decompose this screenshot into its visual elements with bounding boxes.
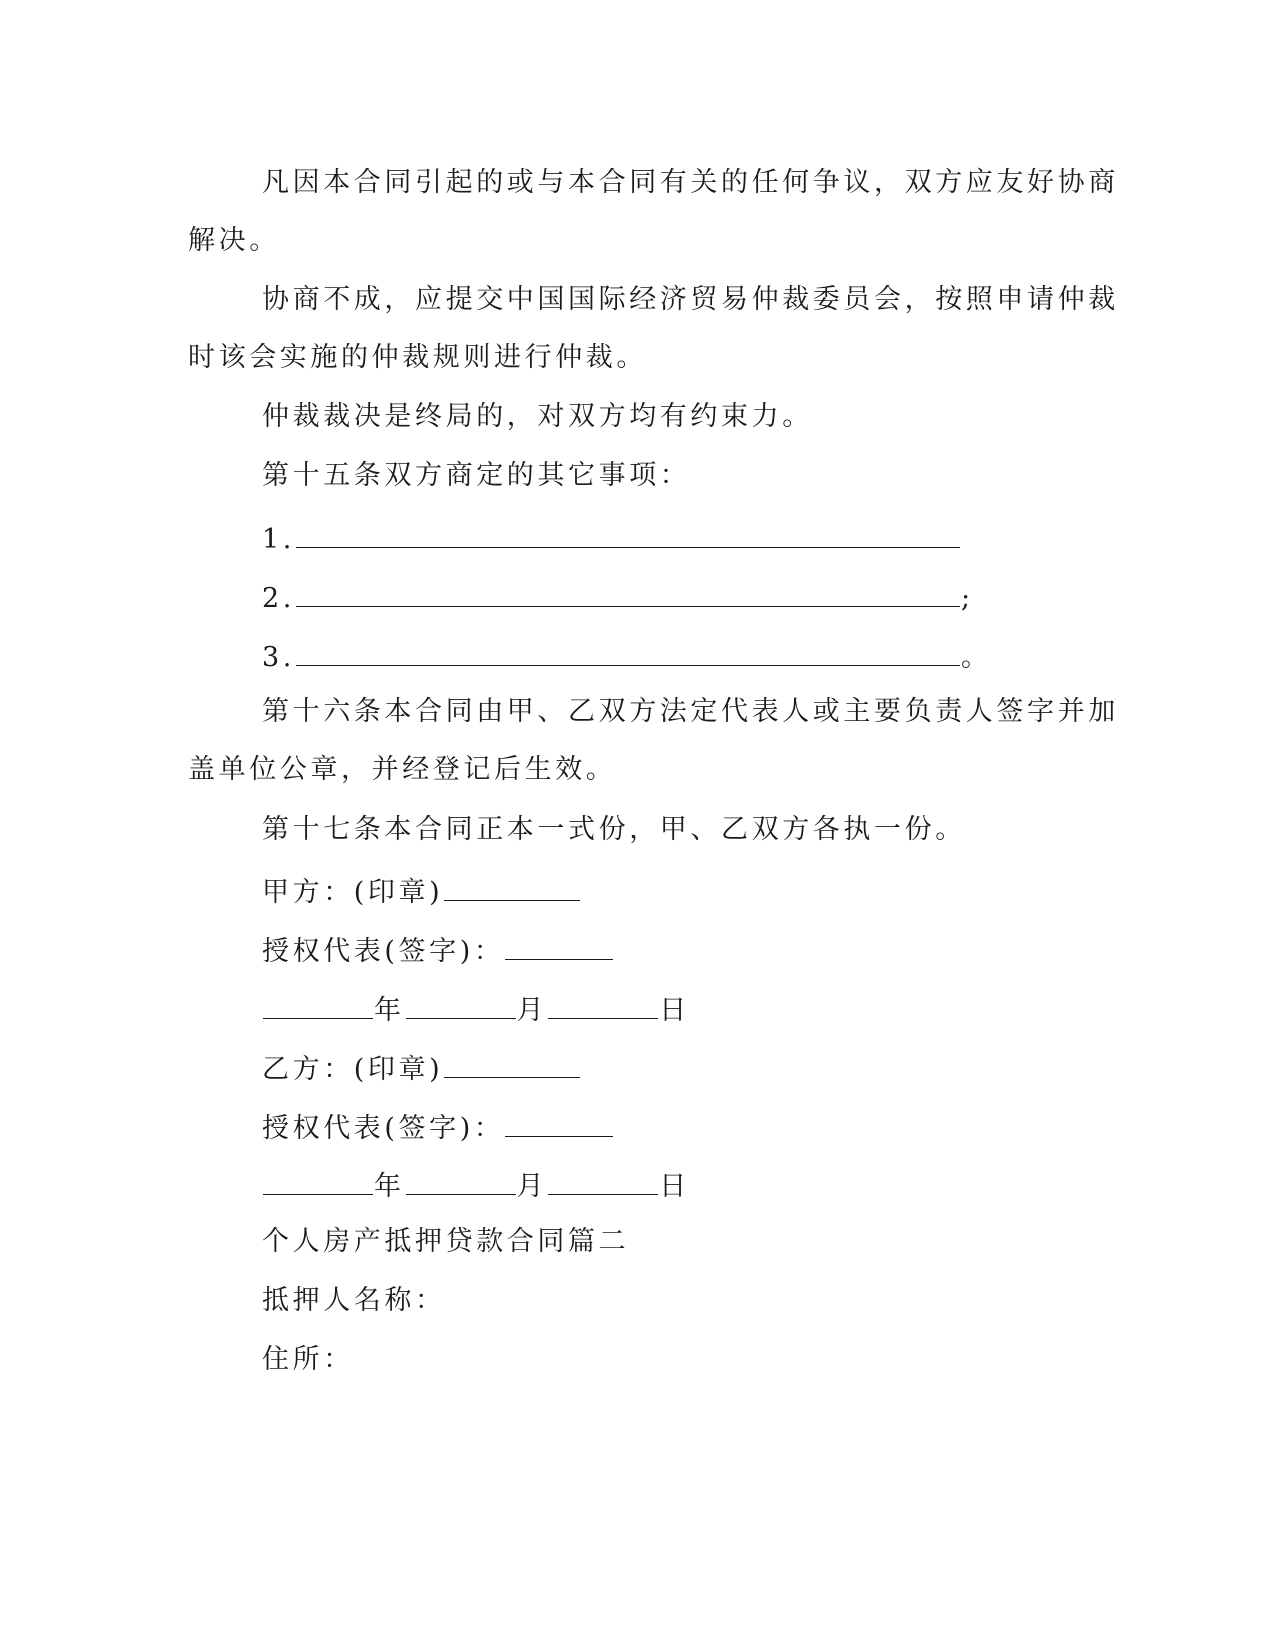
- other-matters-item-1: [262, 519, 961, 557]
- arbitration-paragraph-line1: 协商不成，应提交中国国际经济贸易仲裁委员会，按照申请仲裁: [262, 284, 1119, 315]
- day-label: 日: [659, 995, 690, 1026]
- party-b-seal-blank: [444, 1049, 580, 1078]
- article-16-line1: 第十六条本合同由甲、乙双方法定代表人或主要负责人签字并加: [262, 696, 1119, 727]
- item-number: 1.: [262, 524, 295, 555]
- section-2-title: 个人房产抵押贷款合同篇二: [262, 1226, 630, 1257]
- item-end-punct: ;: [960, 583, 974, 614]
- dispute-paragraph-line2: 解决。: [188, 225, 280, 256]
- final-ruling-paragraph: 仲裁裁决是终局的，对双方均有约束力。: [262, 401, 813, 432]
- party-a-seal-line: [262, 872, 581, 910]
- party-a-seal-blank: [444, 872, 580, 901]
- year-label: 年: [374, 1171, 405, 1202]
- dispute-paragraph-line1: 凡因本合同引起的或与本合同有关的任何争议，双方应友好协商: [262, 167, 1119, 198]
- month-blank: [406, 990, 516, 1019]
- item-number: 2.: [262, 583, 295, 614]
- party-a-label: 甲方：(印章): [262, 877, 444, 908]
- party-a-rep-label: 授权代表(签字)：: [262, 936, 505, 967]
- other-matters-item-3: [262, 637, 992, 675]
- year-label: 年: [374, 995, 405, 1026]
- party-b-label: 乙方：(印章): [262, 1054, 444, 1085]
- item-end-punct: 。: [960, 642, 992, 673]
- blank-field: [296, 519, 960, 548]
- month-label: 月: [516, 995, 548, 1026]
- item-number: 3.: [262, 642, 295, 673]
- party-b-rep-label: 授权代表(签字)：: [262, 1113, 505, 1144]
- year-blank: [263, 990, 373, 1019]
- mortgagor-name-label: 抵押人名称：: [262, 1285, 446, 1316]
- party-a-representative-line: [262, 931, 614, 969]
- article-17: 第十七条本合同正本一式份，甲、乙双方各执一份。: [262, 814, 966, 845]
- party-a-date-line: [262, 990, 690, 1028]
- party-b-signature-blank: [505, 1108, 613, 1137]
- other-matters-item-2: [262, 578, 974, 616]
- day-blank: [548, 1166, 658, 1195]
- party-b-representative-line: [262, 1108, 614, 1146]
- month-label: 月: [516, 1171, 548, 1202]
- arbitration-paragraph-line2: 时该会实施的仲裁规则进行仲裁。: [188, 342, 647, 373]
- article-15-heading: 第十五条双方商定的其它事项：: [262, 460, 691, 491]
- party-a-signature-blank: [505, 931, 613, 960]
- blank-field: [296, 578, 960, 607]
- party-b-seal-line: [262, 1049, 581, 1087]
- day-label: 日: [659, 1171, 690, 1202]
- address-label: 住所：: [262, 1344, 354, 1375]
- blank-field: [296, 637, 960, 666]
- party-b-date-line: [262, 1166, 690, 1204]
- article-16-line2: 盖单位公章，并经登记后生效。: [188, 754, 617, 785]
- year-blank: [263, 1166, 373, 1195]
- day-blank: [548, 990, 658, 1019]
- month-blank: [406, 1166, 516, 1195]
